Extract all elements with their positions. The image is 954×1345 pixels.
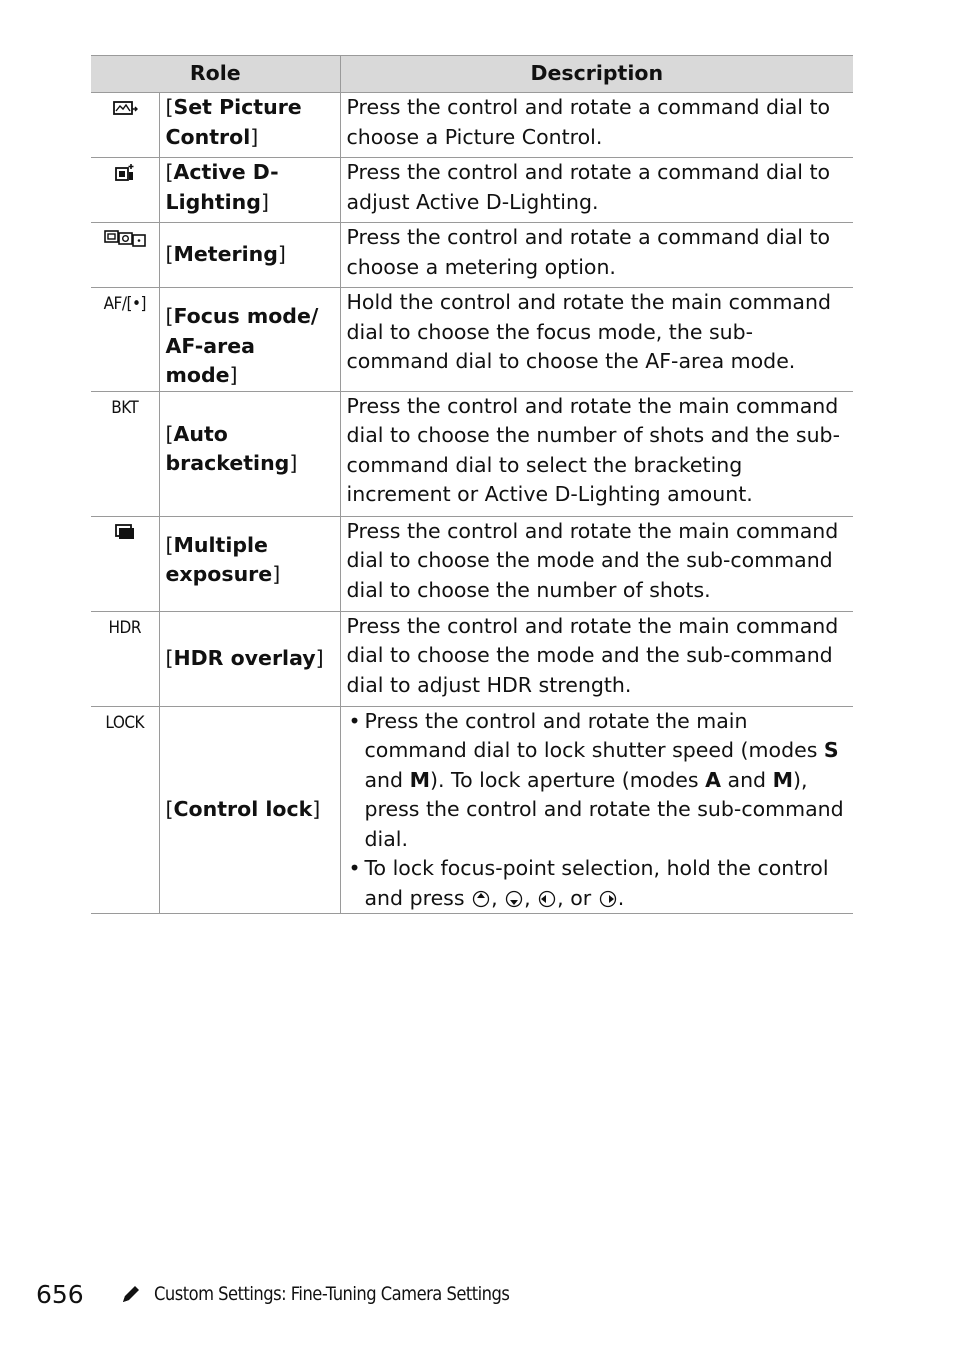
role-name: Metering (173, 242, 278, 267)
table-row: [Multiple exposure] Press the control and rotate the main command dial to choose the mode and the sub-command dial to choose the number of shots. (91, 516, 853, 611)
active-d-lighting-icon (114, 163, 136, 183)
hdr-icon: HDR (108, 617, 141, 638)
table-row: [Set Picture Control] Press the control and rotate a command dial to choose a Picture Control. (91, 93, 853, 158)
list-item: • Press the control and rotate the main command dial to lock shutter speed (modes S and M). To lock aperture (modes A and M), press the control and rotate the sub-command dial. (347, 707, 848, 855)
role-description: Press the control and rotate the main command dial to choose the mode and the sub-command dial to choose the number of shots. (340, 516, 853, 611)
description-header: Description (340, 56, 853, 93)
page-footer (36, 1274, 567, 1314)
table-row: BKT [Auto bracketing] Press the control and rotate the main command dial to choose the number of shots and the sub-command dial to select the bracketing increment or Active D-Lighting amount. (91, 391, 853, 516)
role-description: Press the control and rotate the main command dial to choose the number of shots and the sub-command dial to select the bracketing increment or Active D-Lighting amount. (340, 391, 853, 516)
multi-selector-up-icon (472, 890, 490, 908)
metering-icon (104, 229, 146, 247)
role-header: Role (91, 56, 340, 93)
multi-selector-right-icon (599, 890, 617, 908)
role-description: Press the control and rotate a command dial to choose a Picture Control. (340, 93, 853, 158)
role-description: Press the control and rotate the main command dial to choose the mode and the sub-command dial to adjust HDR strength. (340, 611, 853, 706)
role-name: Focus mode/ AF-area mode (165, 304, 319, 387)
table-row: LOCK [Control lock] • Press the control and rotate the main command dial to lock shutter speed (modes S and M). To lock aperture (modes A and M), press the control and rotate the sub-command dial. • To lock focus-point selection, hold the control and press , , , or . (91, 706, 853, 914)
role-description: Press the control and rotate a command dial to choose a metering option. (340, 223, 853, 288)
role-name: Control lock (173, 797, 313, 821)
table-row: AF/[•] [Focus mode/ AF-area mode] Hold the control and rotate the main command dial to choose the focus mode, the sub-command dial to choose the AF-area mode. (91, 288, 853, 392)
multi-selector-left-icon (538, 890, 556, 908)
table-row: [Active D-Lighting] Press the control and rotate a command dial to adjust Active D-Lighting. (91, 158, 853, 223)
role-name: Auto bracketing (165, 421, 290, 475)
role-name: Active D-Lighting (165, 160, 279, 214)
multi-selector-down-icon (505, 890, 523, 908)
table-row: HDR [HDR overlay] Press the control and rotate the main command dial to choose the mode and the sub-command dial to adjust HDR strength. (91, 611, 853, 706)
af-area-icon: AF/[•] (103, 294, 146, 314)
page-number: 656 (36, 1279, 84, 1309)
control-lock-bullets (347, 707, 848, 914)
role-description: Hold the control and rotate the main command dial to choose the focus mode, the sub-command dial to choose the AF-area mode. (340, 288, 853, 392)
pencil-icon (120, 1283, 142, 1305)
lock-icon: LOCK (105, 712, 145, 733)
table-row: [Metering] Press the control and rotate a command dial to choose a metering option. (91, 223, 853, 288)
role-name: Multiple exposure (165, 532, 273, 586)
role-description: Press the control and rotate a command dial to adjust Active D-Lighting. (340, 158, 853, 223)
list-item: • To lock focus-point selection, hold the control and press , , , or . (347, 854, 848, 913)
role-name: HDR overlay (173, 645, 316, 670)
section-title: Custom Settings: Fine-Tuning Camera Settings (153, 1283, 510, 1305)
role-table (91, 55, 853, 914)
picture-control-icon (112, 99, 138, 117)
bkt-icon: BKT (111, 397, 139, 418)
table-header-row (91, 56, 853, 93)
multiple-exposure-icon (114, 523, 136, 541)
role-name: Set Picture Control (165, 95, 302, 149)
